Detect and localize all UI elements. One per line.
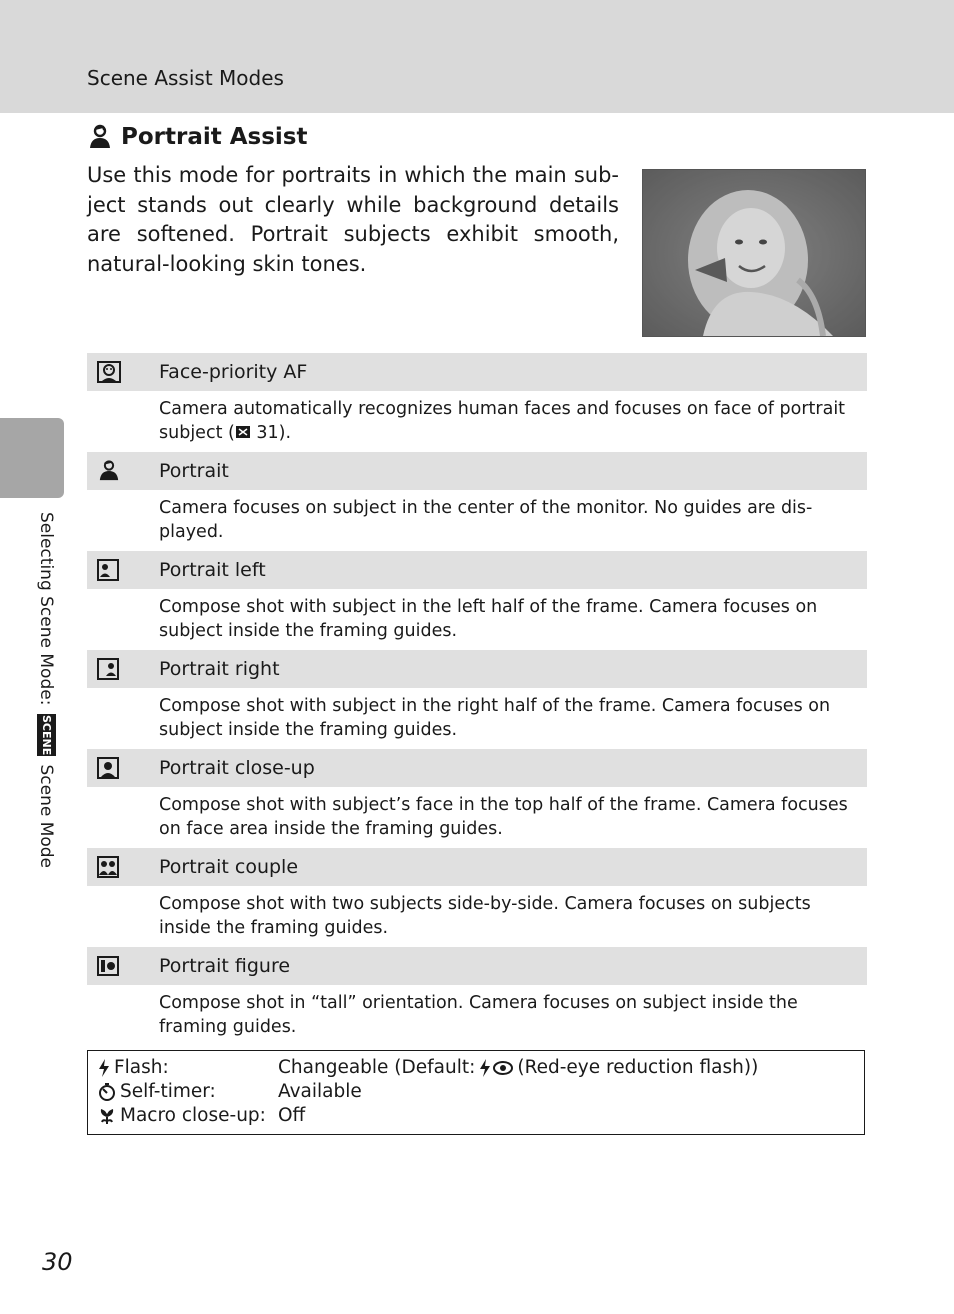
self-timer-icon <box>98 1083 116 1101</box>
settings-row-self-timer <box>98 1080 854 1104</box>
portrait-assist-icon <box>87 124 113 150</box>
settings-box <box>87 1050 865 1135</box>
portrait-couple-icon <box>87 856 159 878</box>
settings-row-flash <box>98 1056 854 1080</box>
page-number: 30 <box>42 1248 73 1276</box>
mode-row-face-priority <box>87 353 867 391</box>
flash-label-group <box>98 1056 278 1080</box>
mode-row-portrait-couple <box>87 848 867 886</box>
mode-description: Compose shot in “tall” orientation. Camera focuses on subject inside the framing guides. <box>159 993 798 1037</box>
mode-description: Compose shot with two subjects side-by-side. Camera focuses on subjects inside the framing guides. <box>159 894 811 938</box>
reference-page-number: 31). <box>256 423 292 443</box>
flash-value <box>278 1056 758 1080</box>
reference-page-icon <box>235 424 251 440</box>
self-timer-label: Self-timer: <box>120 1081 216 1102</box>
face-priority-icon <box>87 361 159 383</box>
side-label-text: Selecting Scene Mode: <box>36 512 56 706</box>
side-label-text-2: Scene Mode <box>36 764 56 869</box>
header-band <box>0 0 954 113</box>
flash-icon <box>98 1059 110 1077</box>
mode-desc-text: Camera automatically recognizes human faces and focuses on face of portrait subject ( <box>159 399 846 443</box>
mode-row-portrait-left <box>87 551 867 589</box>
flash-value-prefix: Changeable (Default: <box>278 1057 476 1078</box>
portrait-icon <box>87 460 159 482</box>
mode-description: Camera focuses on subject in the center of the monitor. No guides are dis-played. <box>159 498 813 542</box>
scene-icon: SCENE <box>37 714 56 756</box>
mode-name: Portrait <box>159 460 229 482</box>
portrait-left-icon <box>87 559 159 581</box>
mode-name: Portrait couple <box>159 856 299 878</box>
flash-value-suffix: (Red-eye reduction flash)) <box>517 1057 759 1078</box>
mode-name: Portrait close-up <box>159 757 315 779</box>
settings-row-macro <box>98 1104 854 1128</box>
portrait-figure-icon <box>87 956 159 976</box>
side-tab-marker <box>0 418 64 498</box>
mode-description: Compose shot with subject in the right half of the frame. Camera focuses on subject inside the framing guides. <box>159 696 831 740</box>
mode-description <box>87 391 867 452</box>
red-eye-flash-icon <box>479 1059 513 1077</box>
mode-name: Portrait left <box>159 559 266 581</box>
portrait-closeup-icon <box>87 757 159 779</box>
girl-with-flower-photo <box>642 169 866 337</box>
section-title-text: Portrait Assist <box>121 124 308 150</box>
header-title: Scene Assist Modes <box>87 66 284 90</box>
macro-label: Macro close-up: <box>120 1105 266 1126</box>
self-timer-value: Available <box>278 1081 362 1102</box>
mode-row-portrait-figure <box>87 947 867 985</box>
intro-paragraph: Use this mode for portraits in which the main sub-ject stands out clearly while background details are softened. Portrait subjects exhibit smooth, natural-looking skin tones. <box>87 163 619 276</box>
macro-flower-icon <box>98 1107 116 1125</box>
flash-label: Flash: <box>114 1057 169 1078</box>
mode-name: Portrait figure <box>159 955 291 977</box>
mode-row-portrait-closeup <box>87 749 867 787</box>
side-tab-label <box>36 512 56 868</box>
section-title <box>87 124 308 150</box>
mode-row-portrait <box>87 452 867 490</box>
macro-value: Off <box>278 1105 306 1126</box>
mode-row-portrait-right <box>87 650 867 688</box>
mode-name: Face-priority AF <box>159 361 308 383</box>
mode-description: Compose shot with subject’s face in the top half of the frame. Camera focuses on face area inside the framing guides. <box>159 795 848 839</box>
timer-label-group <box>98 1080 278 1104</box>
macro-label-group <box>98 1104 278 1128</box>
mode-name: Portrait right <box>159 658 280 680</box>
portrait-right-icon <box>87 658 159 680</box>
mode-description: Compose shot with subject in the left half of the frame. Camera focuses on subject inside the framing guides. <box>159 597 818 641</box>
mode-list <box>87 353 867 1046</box>
